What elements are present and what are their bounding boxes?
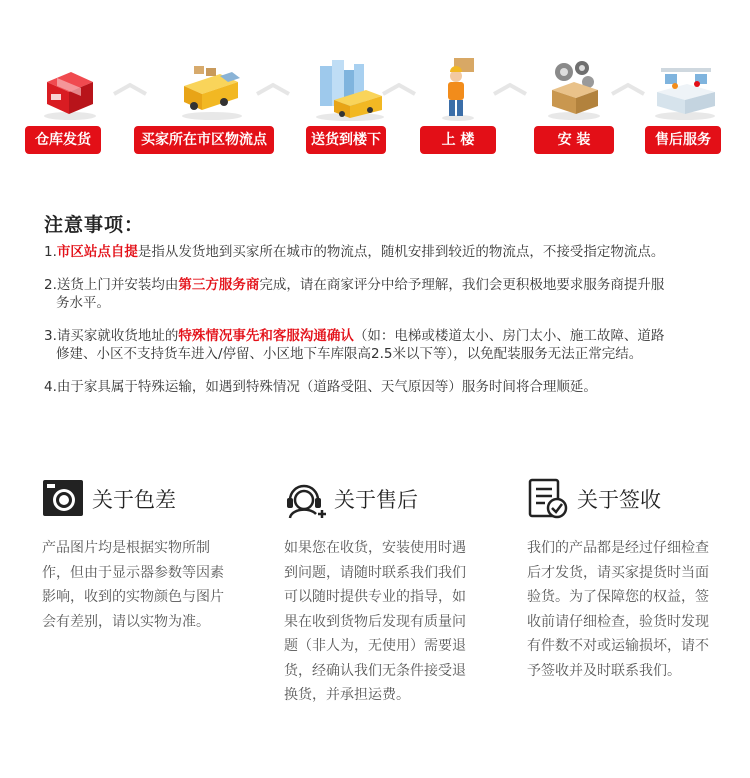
- signed-document-icon: [527, 478, 569, 520]
- notice-text-continued: 修建、小区不支持货车进入/停留、小区地下车库限高2.5米以下等），以免配装服务无法正常完结。: [56, 346, 643, 362]
- notice-text: 完成，请在商家评分中给予理解，我们会更积极地要求服务商提升服: [259, 277, 665, 293]
- notice-item-3: [44, 327, 714, 363]
- service-desk-icon: [651, 56, 721, 122]
- process-steps: [0, 0, 750, 170]
- camera-icon: [42, 478, 84, 518]
- notice-item-2: [44, 276, 714, 312]
- step-label: 上 楼: [420, 126, 496, 154]
- notice-highlight: 市区站点自提: [56, 244, 138, 260]
- step-label: 买家所在市区物流点: [134, 126, 274, 154]
- section-title: 关于签收: [577, 488, 661, 512]
- section-title: 关于售后: [334, 488, 418, 512]
- color-difference-section: [42, 478, 242, 634]
- notice-text-continued: 务水平。: [56, 295, 110, 311]
- notice-text: 3.请买家就收货地址的: [44, 328, 179, 344]
- arrow-connector-icon: [381, 82, 417, 98]
- notice-item-1: [44, 243, 714, 261]
- notice-text: 2.送货上门并安装均由: [44, 277, 179, 293]
- notice-item-4: 4.由于家具属于特殊运输，如遇到特殊情况（道路受阻、天气原因等）服务时间将合理顺延。: [44, 379, 597, 395]
- warehouse-parcel-icon: [37, 56, 103, 122]
- arrow-connector-icon: [255, 82, 291, 98]
- worker-carrying-box-icon: [436, 56, 482, 122]
- step-label: 售后服务: [645, 126, 721, 154]
- step-label: 安 装: [534, 126, 614, 154]
- arrow-connector-icon: [492, 82, 528, 98]
- notice-highlight: 特殊情况事先和客服沟通确认: [178, 328, 354, 344]
- after-sales-section: [284, 478, 484, 708]
- step-label: 送货到楼下: [306, 126, 386, 154]
- arrow-connector-icon: [610, 82, 646, 98]
- notice-highlight: 第三方服务商: [178, 277, 260, 293]
- gears-box-icon: [544, 56, 606, 122]
- section-title: 关于色差: [92, 488, 176, 512]
- section-text: 如果您在收货，安装使用时遇到问题，请随时联系我们我们可以随时提供专业的指导，如果在收到货物后发现有质量问题（非人为，无使用）需要退货，经确认我们无条件接受退换货，并承担运费。: [284, 540, 466, 703]
- customer-service-icon: [284, 478, 328, 520]
- notice-section: [44, 210, 714, 411]
- arrow-connector-icon: [112, 82, 148, 98]
- notice-text: （如：电梯或楼道太小、房门太小、施工故障、道路: [353, 328, 665, 344]
- sign-for-section: [527, 478, 727, 683]
- section-text: 我们的产品都是经过仔细检查后才发货，请买家提货时当面验货。为了保障您的权益，签收前请仔细检查，验货时发现有件数不对或运输损坏，请不予签收并及时联系我们。: [527, 540, 709, 679]
- notice-title: 注意事项：: [44, 214, 145, 236]
- city-truck-icon: [312, 56, 388, 122]
- delivery-truck-icon: [176, 56, 246, 122]
- notice-text: 是指从发货地到买家所在城市的物流点，随机安排到较近的物流点，不接受指定物流点。: [137, 244, 665, 260]
- section-text: 产品图片均是根据实物所制作，但由于显示器参数等因素影响，收到的实物颜色与图片会有差别，请以实物为准。: [42, 540, 224, 630]
- step-label: 仓库发货: [25, 126, 101, 154]
- notice-item-number: 1.: [44, 244, 57, 260]
